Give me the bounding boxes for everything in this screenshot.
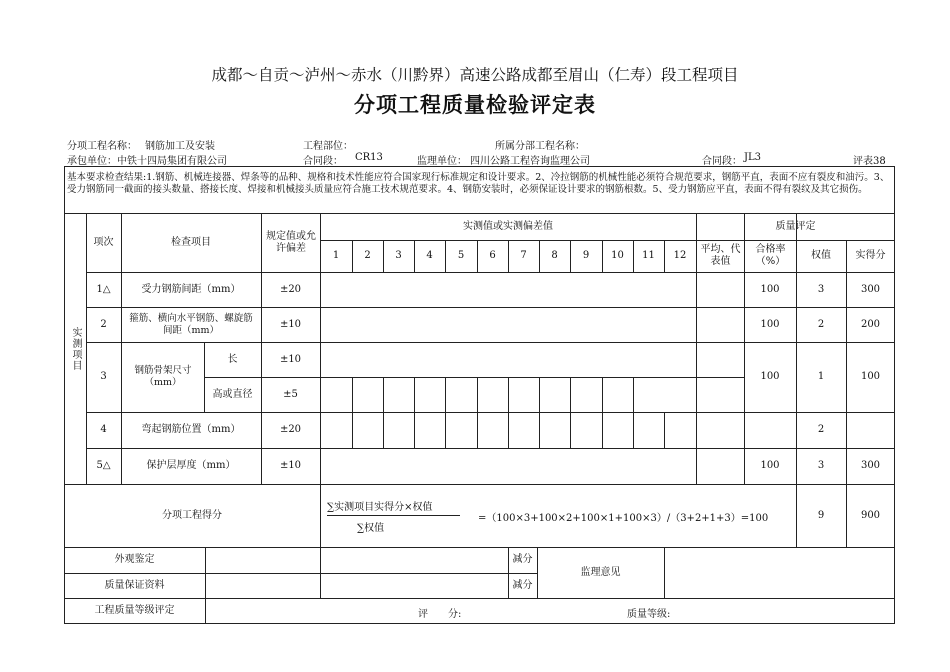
row-weight: 3 <box>817 283 825 295</box>
row-sub-item: 长 <box>227 353 238 365</box>
supervisor-value: 四川公路工程咨询监理公司 <box>470 156 590 167</box>
total-weight: 9 <box>817 509 825 521</box>
score-header: 实得分 <box>855 250 886 261</box>
row-weight: 1 <box>817 371 825 382</box>
form-number: 评表38 <box>853 156 886 167</box>
subproject-value: 钢筋加工及安装 <box>145 141 215 152</box>
project-title: 成都～自贡～泸州～赤水（川黔界）高速公路成都至眉山（仁寿）段工程项目 <box>211 66 739 84</box>
col-number: 4 <box>426 250 433 261</box>
row-check-item: 受力钢筋间距（mm） <box>141 283 241 295</box>
row-score: 300 <box>860 283 881 295</box>
location-label: 工程部位： <box>303 141 353 152</box>
row-score: 300 <box>860 460 881 471</box>
row-tolerance: ±20 <box>279 424 302 435</box>
formula-numerator: ∑实测项目实得分×权值 <box>327 502 433 513</box>
tolerance-header: 规定值或允许偏差 <box>266 230 316 254</box>
col-number: 12 <box>673 250 687 261</box>
row-no: 1△ <box>96 283 111 295</box>
row-pass-rate <box>744 412 796 448</box>
deduct-label: 减分 <box>512 579 533 591</box>
contractor-label: 承包单位： <box>67 156 117 167</box>
col-number: 11 <box>642 250 655 261</box>
contractor-value: 中铁十四局集团有限公司 <box>117 156 227 167</box>
row-no: 5△ <box>96 460 111 471</box>
measured-items-label: 实测项目 <box>70 326 81 371</box>
col-number: 2 <box>364 250 371 261</box>
average-header: 平均、代表值 <box>700 244 741 267</box>
col-number: 7 <box>520 250 527 261</box>
row-score: 200 <box>860 318 881 330</box>
row-weight: 2 <box>817 318 825 330</box>
row-tolerance: ±5 <box>283 388 298 400</box>
row-check-item: 弯起钢筋位置（mm） <box>141 424 241 435</box>
row-check-item: 箍筋、横向水平钢筋、螺旋筋间距（mm） <box>129 312 253 336</box>
contract-label: 合同段： <box>303 156 343 167</box>
quality-eval-header: 质量评定 <box>775 220 816 232</box>
col-number: 9 <box>582 250 590 261</box>
deduct-label: 减分 <box>512 554 533 565</box>
col-number: 10 <box>611 250 624 261</box>
row-weight: 3 <box>817 460 825 471</box>
total-score: 900 <box>860 509 881 521</box>
row-tolerance: ±10 <box>279 460 302 471</box>
item-no-header: 项次 <box>93 236 114 248</box>
row-pass-rate: 100 <box>760 283 780 295</box>
form-title: 分项工程质量检验评定表 <box>354 92 596 117</box>
row-no: 4 <box>100 424 107 435</box>
row-no: 3 <box>100 371 107 382</box>
row-weight: 2 <box>817 424 825 435</box>
row-tolerance: ±10 <box>279 353 302 365</box>
formula-result: =（100×3+100×2+100×1+100×3）/（3+2+1+3）=100 <box>478 513 769 524</box>
col-number: 5 <box>457 250 465 261</box>
contract2-label: 合同段： <box>702 156 742 167</box>
row-pass-rate: 100 <box>760 318 780 330</box>
supervisor-opinion-label: 监理意见 <box>580 566 621 578</box>
row-sub-item: 高或直径 <box>212 388 253 400</box>
measured-values-header: 实测值或实测偏差值 <box>463 220 553 232</box>
row-score: 100 <box>860 371 881 382</box>
score-field-label: 评 分: <box>418 609 462 620</box>
row-pass-rate: 100 <box>760 460 780 471</box>
formula-denominator: ∑权值 <box>357 523 385 534</box>
col-number: 6 <box>489 250 496 261</box>
summary-label: 分项工程得分 <box>162 509 222 521</box>
row-tolerance: ±20 <box>279 283 302 295</box>
row-check-item: 钢筋骨架尺寸（mm） <box>134 365 192 388</box>
col-number: 1 <box>332 250 340 261</box>
check-item-header: 检查项目 <box>171 236 211 248</box>
contract-value: CR13 <box>355 152 383 163</box>
grade-eval-label: 工程质量等级评定 <box>94 604 175 616</box>
supervisor-label: 监理单位： <box>417 156 467 167</box>
row-score <box>846 412 895 448</box>
col-number: 8 <box>551 250 558 261</box>
row-no: 2 <box>100 318 107 330</box>
row-check-item: 保护层厚度（mm） <box>146 460 236 471</box>
col-number: 3 <box>395 250 402 261</box>
appearance-label: 外观鉴定 <box>114 554 155 565</box>
qa-docs-label: 质量保证资料 <box>104 579 165 591</box>
weight-header: 权值 <box>811 250 831 261</box>
contract2-value: JL3 <box>744 152 762 163</box>
pass-rate-header: 合格率（%） <box>755 244 786 267</box>
basic-requirements: 基本要求检查结果:1.钢筋、机械连接器、焊条等的品种、规格和技术性能应符合国家现行标准规定和设计要求。2、冷拉钢筋的机械性能必须符合规范要求，钢筋平直，表面不应有裂皮和油污。3、受力钢筋同一截面的接头数量、搭接长度、焊接和机械接头质量应符合施工技术规范要求。4、钢筋安装时，必须保证设计要求的钢筋根数。5、受力钢筋应平直，表面不得有裂纹及其它损伤。 <box>67 172 890 195</box>
grade-field-label: 质量等级: <box>627 609 671 620</box>
subproject-label: 分项工程名称： <box>67 141 137 152</box>
parent-label: 所属分部工程名称： <box>495 141 585 152</box>
row-tolerance: ±10 <box>279 318 302 330</box>
row-pass-rate: 100 <box>760 371 780 382</box>
